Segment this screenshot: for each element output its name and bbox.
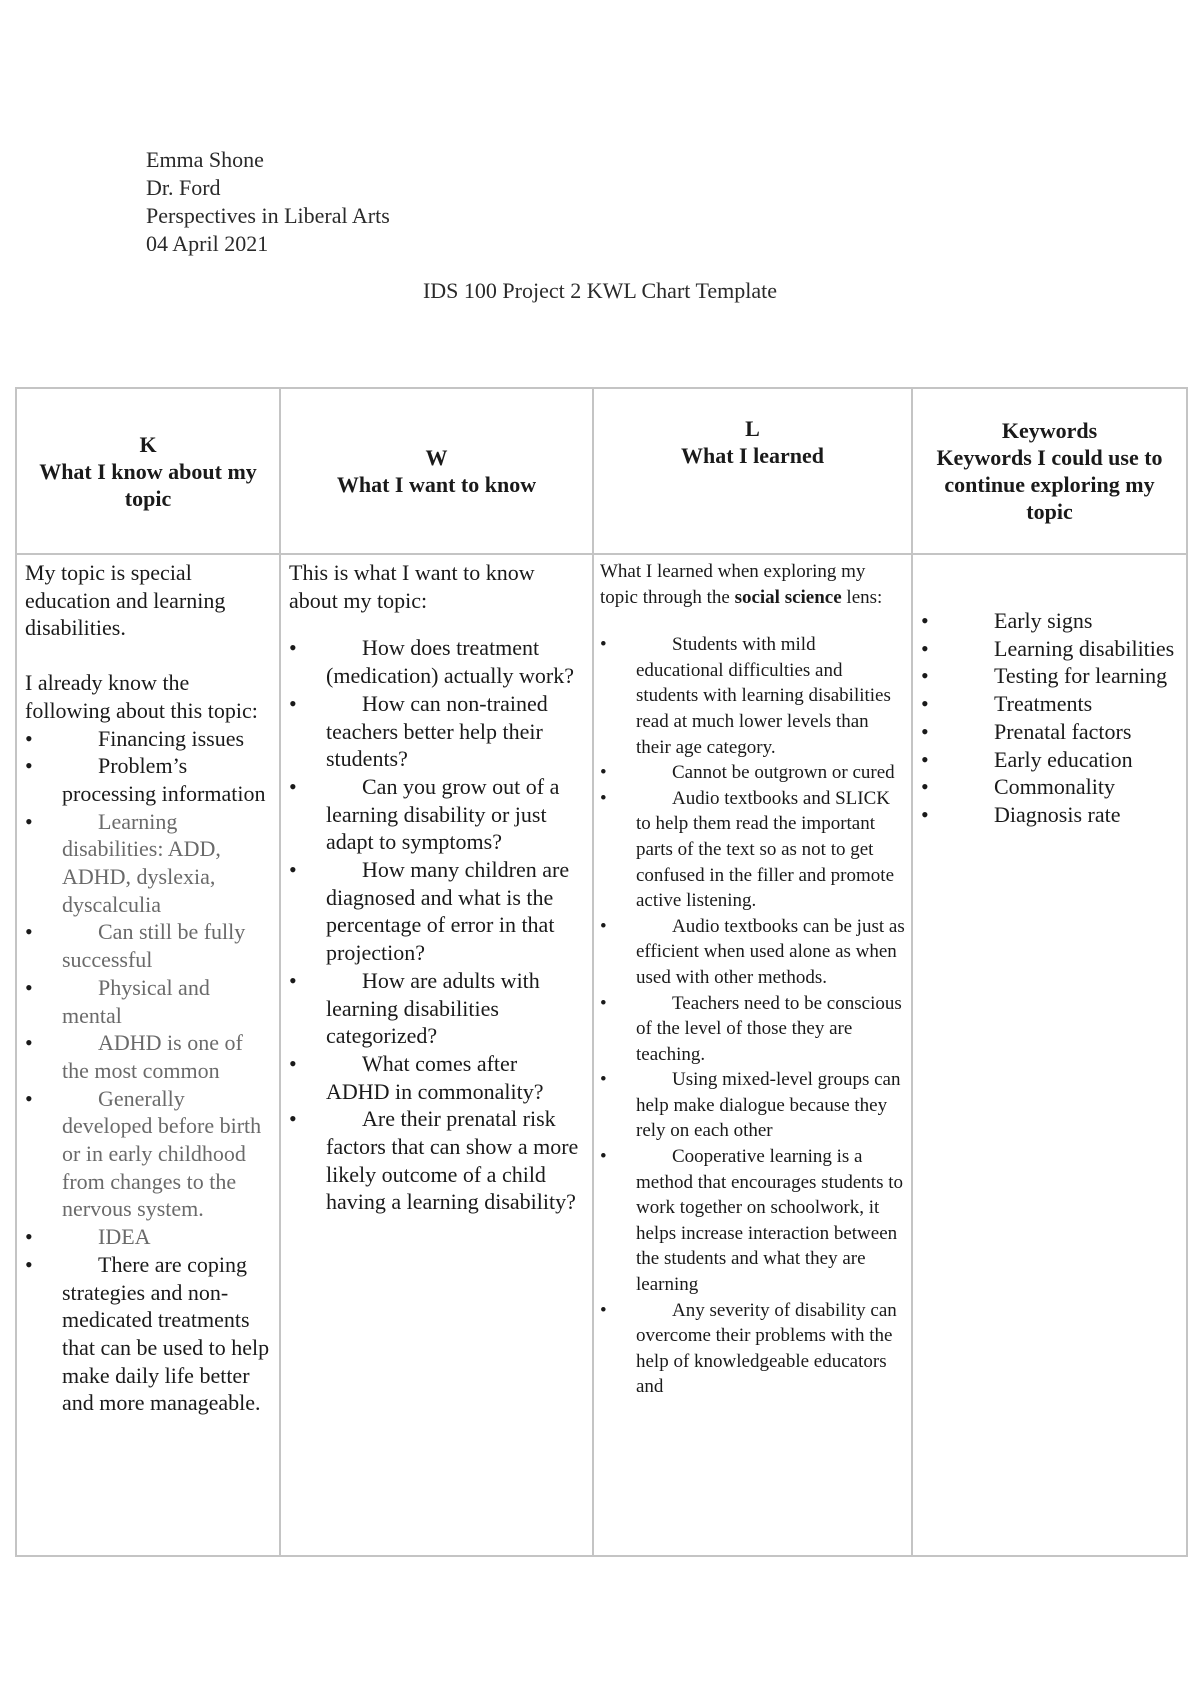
bullet-icon: •	[600, 992, 607, 1014]
bullet-icon: •	[921, 801, 929, 827]
k-list	[25, 725, 271, 1418]
list-item: • Physical and mental	[25, 974, 210, 1028]
bullet-icon: •	[600, 787, 607, 809]
list-item: • Learning disabilities	[921, 635, 1175, 661]
bullet-icon: •	[921, 774, 929, 800]
header-l	[593, 388, 912, 554]
list-item: • Cooperative learning is a method that encourages students to work together on schoolwork, it helps increase interaction between the students and what they are learning	[600, 1146, 903, 1296]
list-item: • There are coping strategies and non-medicated treatments that can be used to help make daily life better and more manageable.	[25, 1251, 270, 1416]
l-cell	[593, 554, 912, 1556]
header-w	[280, 388, 593, 554]
header-k-letter: K	[139, 431, 157, 457]
list-item: • Diagnosis rate	[921, 801, 1121, 827]
header-keywords	[912, 388, 1187, 554]
list-item: • Cannot be outgrown or cured	[600, 760, 905, 786]
header-keywords-text: Keywords I could use to continue exploring my topic	[936, 445, 1163, 524]
w-cell	[280, 554, 593, 1556]
w-lead: This is what I want to know about my topic:	[289, 560, 535, 613]
bullet-icon: •	[921, 718, 929, 744]
keywords-cell	[912, 554, 1187, 1556]
bullet-icon: •	[25, 725, 33, 751]
table-body-row	[16, 554, 1187, 1556]
list-item: • Treatments	[921, 691, 1093, 717]
k-intro: My topic is special education and learning disabilities.	[25, 560, 226, 641]
author-name: Emma Shone	[146, 147, 264, 172]
list-item: • Teachers need to be conscious of the level of those they are teaching.	[600, 992, 902, 1065]
document-title: IDS 100 Project 2 KWL Chart Template	[422, 278, 778, 303]
bullet-icon: •	[25, 974, 33, 1000]
list-item: • How many children are diagnosed and what is the percentage of error in that projection?	[289, 857, 570, 966]
bullet-icon: •	[25, 753, 33, 779]
bullet-icon: •	[921, 663, 929, 689]
bullet-icon: •	[600, 762, 607, 784]
w-list	[289, 634, 584, 1216]
l-lead: What I learned when exploring my topic through the social science lens:	[600, 561, 883, 608]
list-item: • Can still be fully successful	[25, 919, 246, 973]
header-l-letter: L	[745, 416, 760, 441]
list-item: • Testing for learning	[921, 663, 1168, 689]
header-l-text: What I learned	[681, 443, 824, 468]
header-keywords-letter: Keywords	[1001, 418, 1098, 443]
list-item: • Are their prenatal risk factors that can show a more likely outcome of a child having a learning disability?	[289, 1106, 579, 1215]
k-cell	[16, 554, 280, 1556]
header-w-text: What I want to know	[336, 472, 537, 497]
list-item: • Commonality	[921, 774, 1115, 800]
bullet-icon: •	[600, 1069, 607, 1091]
document-date: 04 April 2021	[146, 231, 269, 256]
bullet-icon: •	[25, 1251, 33, 1277]
list-item: • Any severity of disability can overcome their problems with the help of knowledgeable educators and	[600, 1299, 897, 1398]
list-item: • Early signs	[921, 608, 1093, 633]
kwl-chart-table	[15, 387, 1188, 1557]
list-item: • Audio textbooks can be just as efficient when used alone as when used with other methods.	[600, 915, 905, 988]
bullet-icon: •	[921, 608, 929, 633]
bullet-icon: •	[921, 635, 929, 661]
bullet-icon: •	[921, 691, 929, 717]
bullet-icon: •	[921, 746, 929, 772]
list-item: • Early education	[921, 746, 1133, 772]
list-item: • Financing issues	[25, 725, 245, 751]
list-item: • Learning disabilities: ADD, ADHD, dyslexia, dyscalculia	[25, 808, 221, 917]
list-item: • Can you grow out of a learning disability or just adapt to symptoms?	[289, 773, 560, 855]
bullet-icon: •	[289, 773, 297, 799]
bullet-icon: •	[289, 857, 297, 883]
bullet-icon: •	[25, 1030, 33, 1056]
bullet-icon: •	[600, 1299, 607, 1321]
header-k	[16, 388, 280, 554]
list-item: • How can non-trained teachers better help their students?	[289, 690, 548, 772]
list-item: • Problem’s processing information	[25, 753, 266, 806]
document-header	[146, 146, 390, 258]
list-item: • Generally developed before birth or in early childhood from changes to the nervous system.	[25, 1085, 262, 1222]
bullet-icon: •	[600, 634, 607, 656]
bullet-icon: •	[289, 1050, 297, 1076]
list-item: • IDEA	[25, 1224, 151, 1250]
list-item: • How are adults with learning disabilities categorized?	[289, 967, 540, 1049]
list-item: • ADHD is one of the most common	[25, 1030, 243, 1083]
list-item: • Using mixed-level groups can help make dialogue because they rely on each other	[600, 1069, 901, 1142]
bullet-icon: •	[289, 635, 297, 661]
bullet-icon: •	[600, 1146, 607, 1168]
bullet-icon: •	[25, 919, 33, 945]
list-item: • Prenatal factors	[921, 718, 1132, 744]
course-name: Perspectives in Liberal Arts	[146, 203, 390, 228]
keywords-list	[921, 607, 1178, 829]
list-item: • Audio textbooks and SLICK to help them read the important parts of the text so as not to get confused in the filler and promote active listening.	[600, 787, 895, 912]
instructor-name: Dr. Ford	[146, 175, 221, 200]
list-item: • How does treatment (medication) actually work?	[289, 635, 575, 689]
bullet-icon: •	[25, 1224, 33, 1250]
bullet-icon: •	[289, 690, 297, 716]
l-list	[600, 632, 905, 1400]
header-w-letter: W	[425, 445, 448, 470]
table-header-row	[16, 388, 1187, 554]
list-item: • Students with mild educational difficulties and students with learning disabilities read at much lower levels than their age category.	[600, 634, 891, 758]
bullet-icon: •	[25, 808, 33, 834]
list-item: • What comes after ADHD in commonality?	[289, 1050, 544, 1104]
bullet-icon: •	[289, 1106, 297, 1132]
bullet-icon: •	[289, 967, 297, 993]
k-lead: I already know the following about this topic:	[25, 670, 258, 723]
header-k-text: What I know about my topic	[39, 458, 257, 511]
bullet-icon: •	[25, 1085, 33, 1111]
bullet-icon: •	[600, 915, 607, 937]
